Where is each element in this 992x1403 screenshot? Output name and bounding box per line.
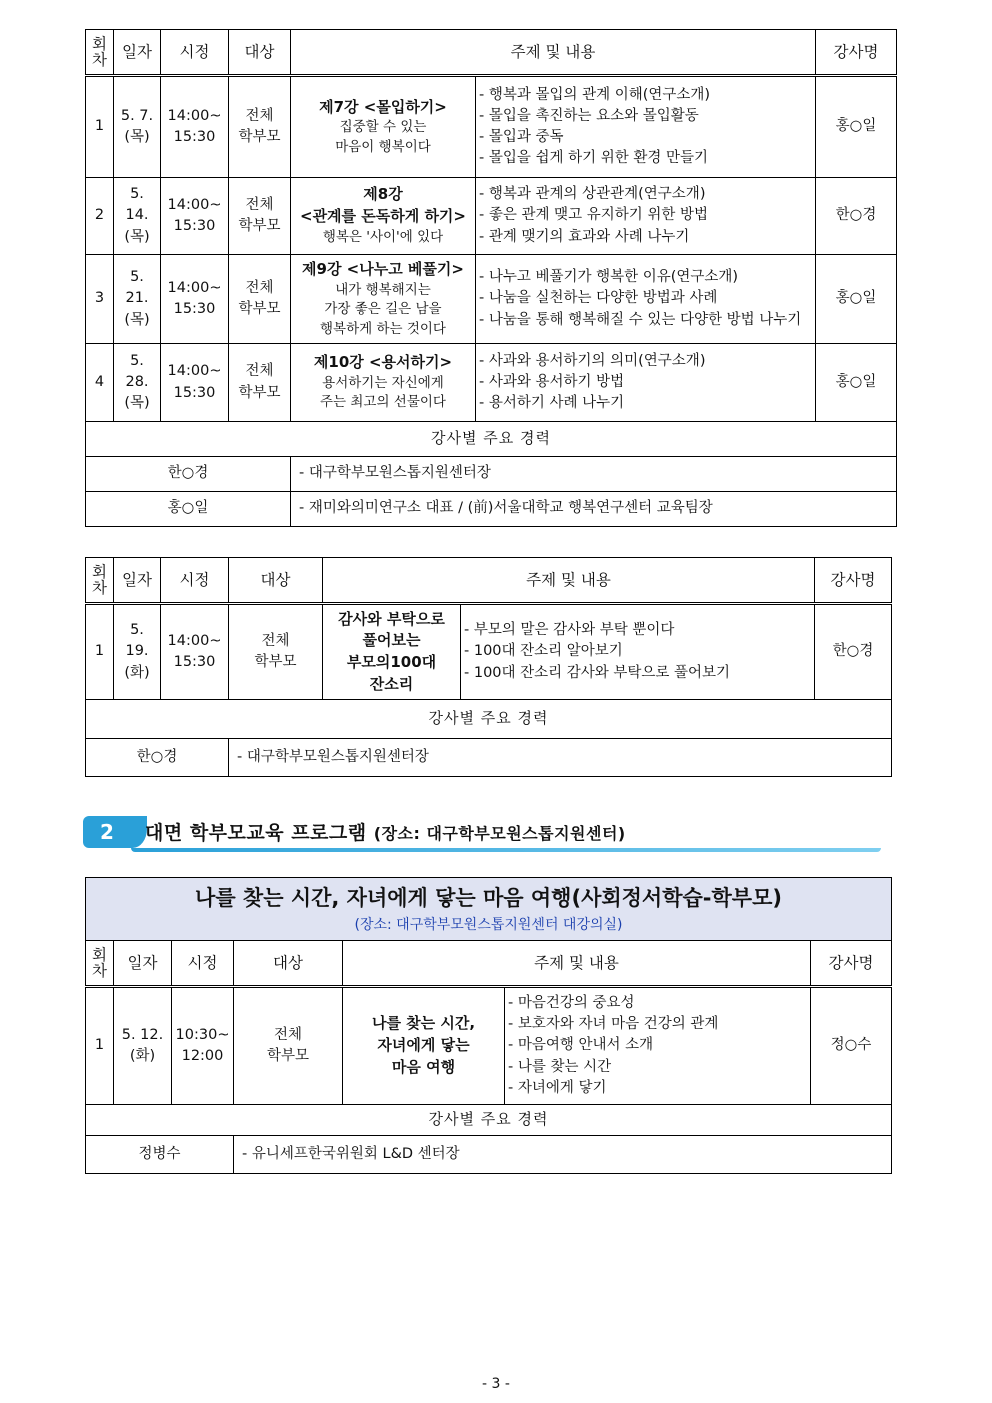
header-topic: 주제 및 내용	[343, 941, 811, 987]
section-title	[145, 818, 626, 845]
time-cell: 14:00~ 15:30	[161, 178, 229, 255]
session-no: 4	[86, 344, 114, 422]
time-cell: 14:00~ 15:30	[161, 255, 229, 344]
career-title-row	[86, 1105, 892, 1136]
contents-cell: - 부모의 말은 감사와 부탁 뿐이다 - 100대 잔소리 알아보기 - 100대 잔소리 감사와 부탁으로 풀어보기	[461, 604, 815, 700]
table-row	[86, 987, 892, 1105]
session-no: 3	[86, 255, 114, 344]
program-table-3	[85, 877, 892, 1174]
header-session: 회 차	[86, 30, 114, 76]
table-header-row	[86, 558, 892, 604]
date-cell: 5. 21. (목)	[114, 255, 161, 344]
header-topic: 주제 및 내용	[323, 558, 815, 604]
date-cell: 5. 14. (목)	[114, 178, 161, 255]
time-cell: 14:00~ 15:30	[161, 76, 229, 178]
session-no: 1	[86, 76, 114, 178]
header-session: 회 차	[86, 941, 114, 987]
time-cell: 10:30~ 12:00	[172, 987, 234, 1105]
table-row	[86, 76, 897, 178]
header-date: 일자	[114, 941, 172, 987]
lecturer-cell: 홍○일	[816, 76, 897, 178]
career-title: 강사별 주요 경력	[86, 1105, 892, 1136]
career-row	[86, 492, 897, 527]
topic-cell: 제10강 <용서하기> 용서하기는 자신에게 주는 최고의 선물이다	[291, 344, 476, 422]
section-underline	[131, 848, 881, 852]
career-title: 강사별 주요 경력	[86, 422, 897, 457]
section-title-text: 대면 학부모교육 프로그램	[145, 822, 367, 844]
topic-cell: 나를 찾는 시간, 자녀에게 닿는 마음 여행	[343, 987, 505, 1105]
header-lecturer: 강사명	[815, 558, 892, 604]
contents-cell: - 나누고 베풀기가 행복한 이유(연구소개) - 나눔을 실천하는 다양한 방법과 사례 - 나눔을 통해 행복해질 수 있는 다양한 방법 나누기	[476, 255, 816, 344]
lecturer-cell: 홍○일	[816, 344, 897, 422]
table-row	[86, 604, 892, 700]
date-cell: 5. 28. (목)	[114, 344, 161, 422]
topic-cell: 제9강 <나누고 베풀기> 내가 행복해지는 가장 좋은 길은 남을 행복하게 하는 것이다	[291, 255, 476, 344]
header-time: 시정	[161, 30, 229, 76]
career-desc: - 대구학부모원스톱지원센터장	[229, 739, 892, 777]
career-name: 한○경	[86, 457, 291, 492]
career-desc: - 재미와의미연구소 대표 / (前)서울대학교 행복연구센터 교육팀장	[291, 492, 897, 527]
header-topic: 주제 및 내용	[291, 30, 816, 76]
topic-cell: 제7강 <몰입하기> 집중할 수 있는 마음이 행복이다	[291, 76, 476, 178]
topic-cell: 제8강 <관계를 돈독하게 하기> 행복은 '사이'에 있다	[291, 178, 476, 255]
target-cell: 전체 학부모	[229, 76, 291, 178]
table-header-row	[86, 941, 892, 987]
session-no: 1	[86, 987, 114, 1105]
career-desc: - 대구학부모원스톱지원센터장	[291, 457, 897, 492]
career-title-row	[86, 422, 897, 457]
header-date: 일자	[114, 558, 161, 604]
contents-cell: - 행복과 관계의 상관관계(연구소개) - 좋은 관계 맺고 유지하기 위한 방법 - 관계 맺기의 효과와 사례 나누기	[476, 178, 816, 255]
header-target: 대상	[229, 30, 291, 76]
lecturer-cell: 정○수	[811, 987, 892, 1105]
session-no: 2	[86, 178, 114, 255]
program-table-1	[85, 29, 897, 527]
contents-cell: - 마음건강의 중요성 - 보호자와 자녀 마음 건강의 관계 - 마음여행 안내서 소개 - 나를 찾는 시간 - 자녀에게 닿기	[505, 987, 811, 1105]
contents-cell: - 행복과 몰입의 관계 이해(연구소개) - 몰입을 촉진하는 요소와 몰입활동 - 몰입과 중독 - 몰입을 쉽게 하기 위한 환경 만들기	[476, 76, 816, 178]
section-number: 2	[83, 816, 131, 848]
career-name: 한○경	[86, 739, 229, 777]
header-date: 일자	[114, 30, 161, 76]
header-time: 시정	[161, 558, 229, 604]
section-place: (장소: 대구학부모원스톱지원센터)	[373, 824, 626, 843]
target-cell: 전체 학부모	[229, 178, 291, 255]
target-cell: 전체 학부모	[229, 344, 291, 422]
career-row	[86, 739, 892, 777]
table-row	[86, 178, 897, 255]
target-cell: 전체 학부모	[229, 255, 291, 344]
target-cell: 전체 학부모	[229, 604, 323, 700]
program-table-2	[85, 557, 892, 777]
header-lecturer: 강사명	[811, 941, 892, 987]
header-target: 대상	[229, 558, 323, 604]
banner-place: (장소: 대구학부모원스톱지원센터 대강의실)	[354, 916, 623, 933]
date-cell: 5. 19. (화)	[114, 604, 161, 700]
program-banner	[86, 878, 892, 941]
career-name: 홍○일	[86, 492, 291, 527]
table-header-row	[86, 30, 897, 76]
date-cell: 5. 12. (화)	[114, 987, 172, 1105]
page-number: - 3 -	[482, 1376, 510, 1392]
header-lecturer: 강사명	[816, 30, 897, 76]
lecturer-cell: 한○경	[816, 178, 897, 255]
lecturer-cell: 한○경	[815, 604, 892, 700]
career-desc: - 유니세프한국위원회 L&D 센터장	[234, 1136, 892, 1174]
career-title-row	[86, 700, 892, 739]
date-cell: 5. 7. (목)	[114, 76, 161, 178]
section-heading	[83, 816, 881, 852]
time-cell: 14:00~ 15:30	[161, 344, 229, 422]
session-no: 1	[86, 604, 114, 700]
target-cell: 전체 학부모	[234, 987, 343, 1105]
header-time: 시정	[172, 941, 234, 987]
table-row	[86, 255, 897, 344]
banner-cell	[86, 878, 892, 941]
career-row	[86, 1136, 892, 1174]
career-name: 정병수	[86, 1136, 234, 1174]
header-target: 대상	[234, 941, 343, 987]
time-cell: 14:00~ 15:30	[161, 604, 229, 700]
banner-title: 나를 찾는 시간, 자녀에게 닿는 마음 여행(사회정서학습-학부모)	[195, 886, 782, 911]
topic-cell: 감사와 부탁으로 풀어보는 부모의100대 잔소리	[323, 604, 461, 700]
career-row	[86, 457, 897, 492]
career-title: 강사별 주요 경력	[86, 700, 892, 739]
header-session: 회 차	[86, 558, 114, 604]
contents-cell: - 사과와 용서하기의 의미(연구소개) - 사과와 용서하기 방법 - 용서하기 사례 나누기	[476, 344, 816, 422]
lecturer-cell: 홍○일	[816, 255, 897, 344]
table-row	[86, 344, 897, 422]
